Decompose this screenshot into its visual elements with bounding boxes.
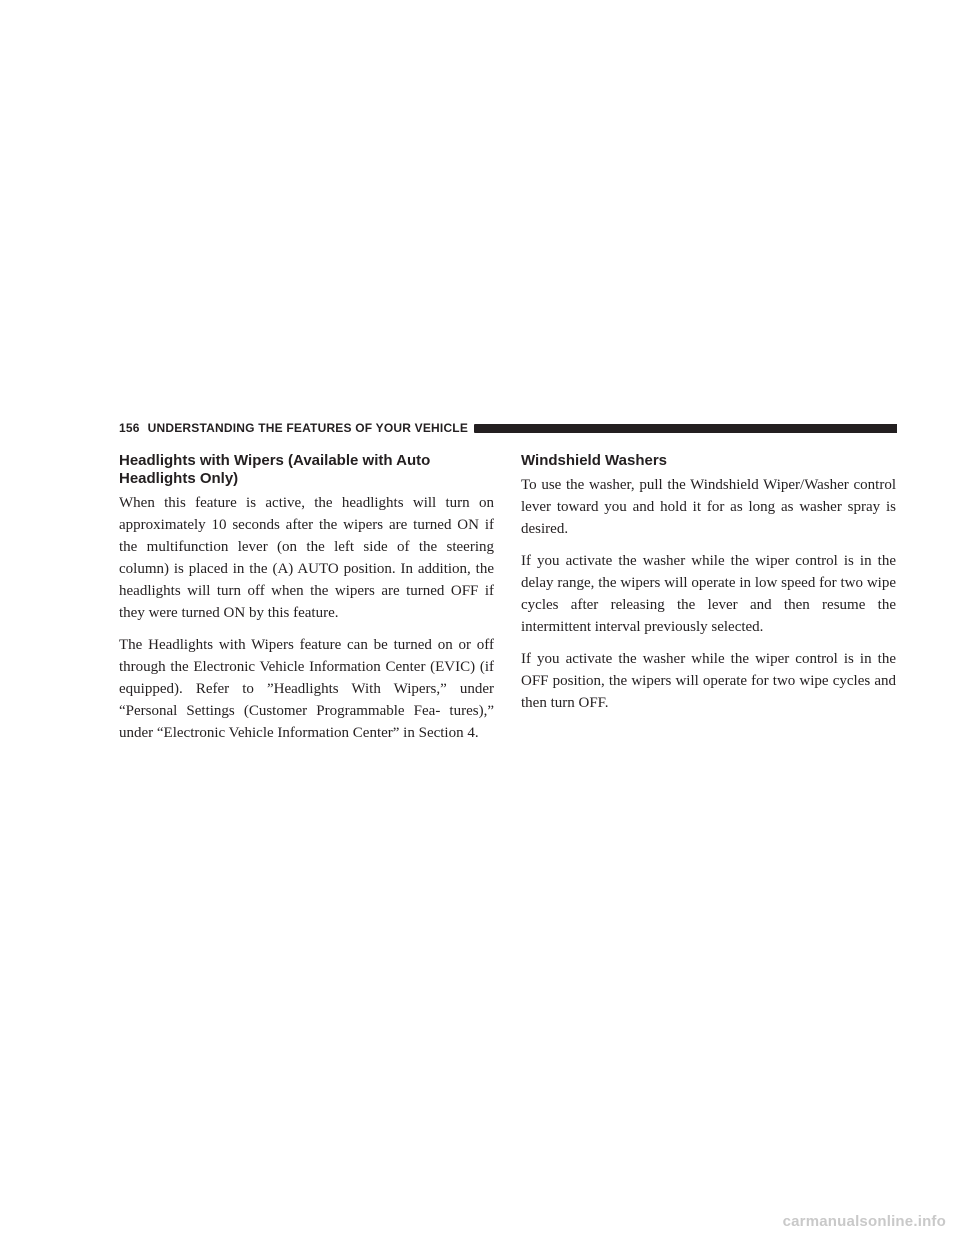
- section-title: UNDERSTANDING THE FEATURES OF YOUR VEHICLE: [147, 421, 469, 435]
- right-column: [521, 452, 896, 724]
- watermark: carmanualsonline.info: [782, 1213, 946, 1230]
- section-heading-windshield-washers: Windshield Washers: [521, 452, 668, 469]
- page-header: [119, 420, 897, 436]
- paragraph: When this feature is active, the headlights will turn on approximately 10 seconds after the wipers are turned ON if the multifunction lever (on the left side of the steering column) is placed in the (A) AUTO position. In addition, the headlights will turn off when the wipers are turned OFF if they were turned ON by this feature.: [119, 495, 494, 621]
- paragraph: If you activate the washer while the wiper control is in the OFF position, the wipers will operate for two wipe cycles and then turn OFF.: [521, 651, 896, 711]
- paragraph: If you activate the washer while the wiper control is in the delay range, the wipers will operate in low speed for two wipe cycles after releasing the lever and then resume the intermittent interval previously selected.: [521, 553, 896, 635]
- paragraph: To use the washer, pull the Windshield Wiper/Washer control lever toward you and hold it for as long as washer spray is desired.: [521, 477, 896, 537]
- header-rule: [474, 424, 897, 433]
- paragraph: The Headlights with Wipers feature can be turned on or off through the Electronic Vehicle Information Center (EVIC) (if equipped). Refer to ”Headlights With Wipers,” under “Personal Settings (Customer Programmable Fea- tures),” under “Electronic Vehicle Information Center” in Section 4.: [119, 637, 494, 741]
- section-heading-headlights-with-wipers: Headlights with Wipers (Available with Auto Headlights Only): [119, 452, 431, 487]
- page-number: 156: [119, 421, 140, 435]
- left-column: [119, 452, 494, 754]
